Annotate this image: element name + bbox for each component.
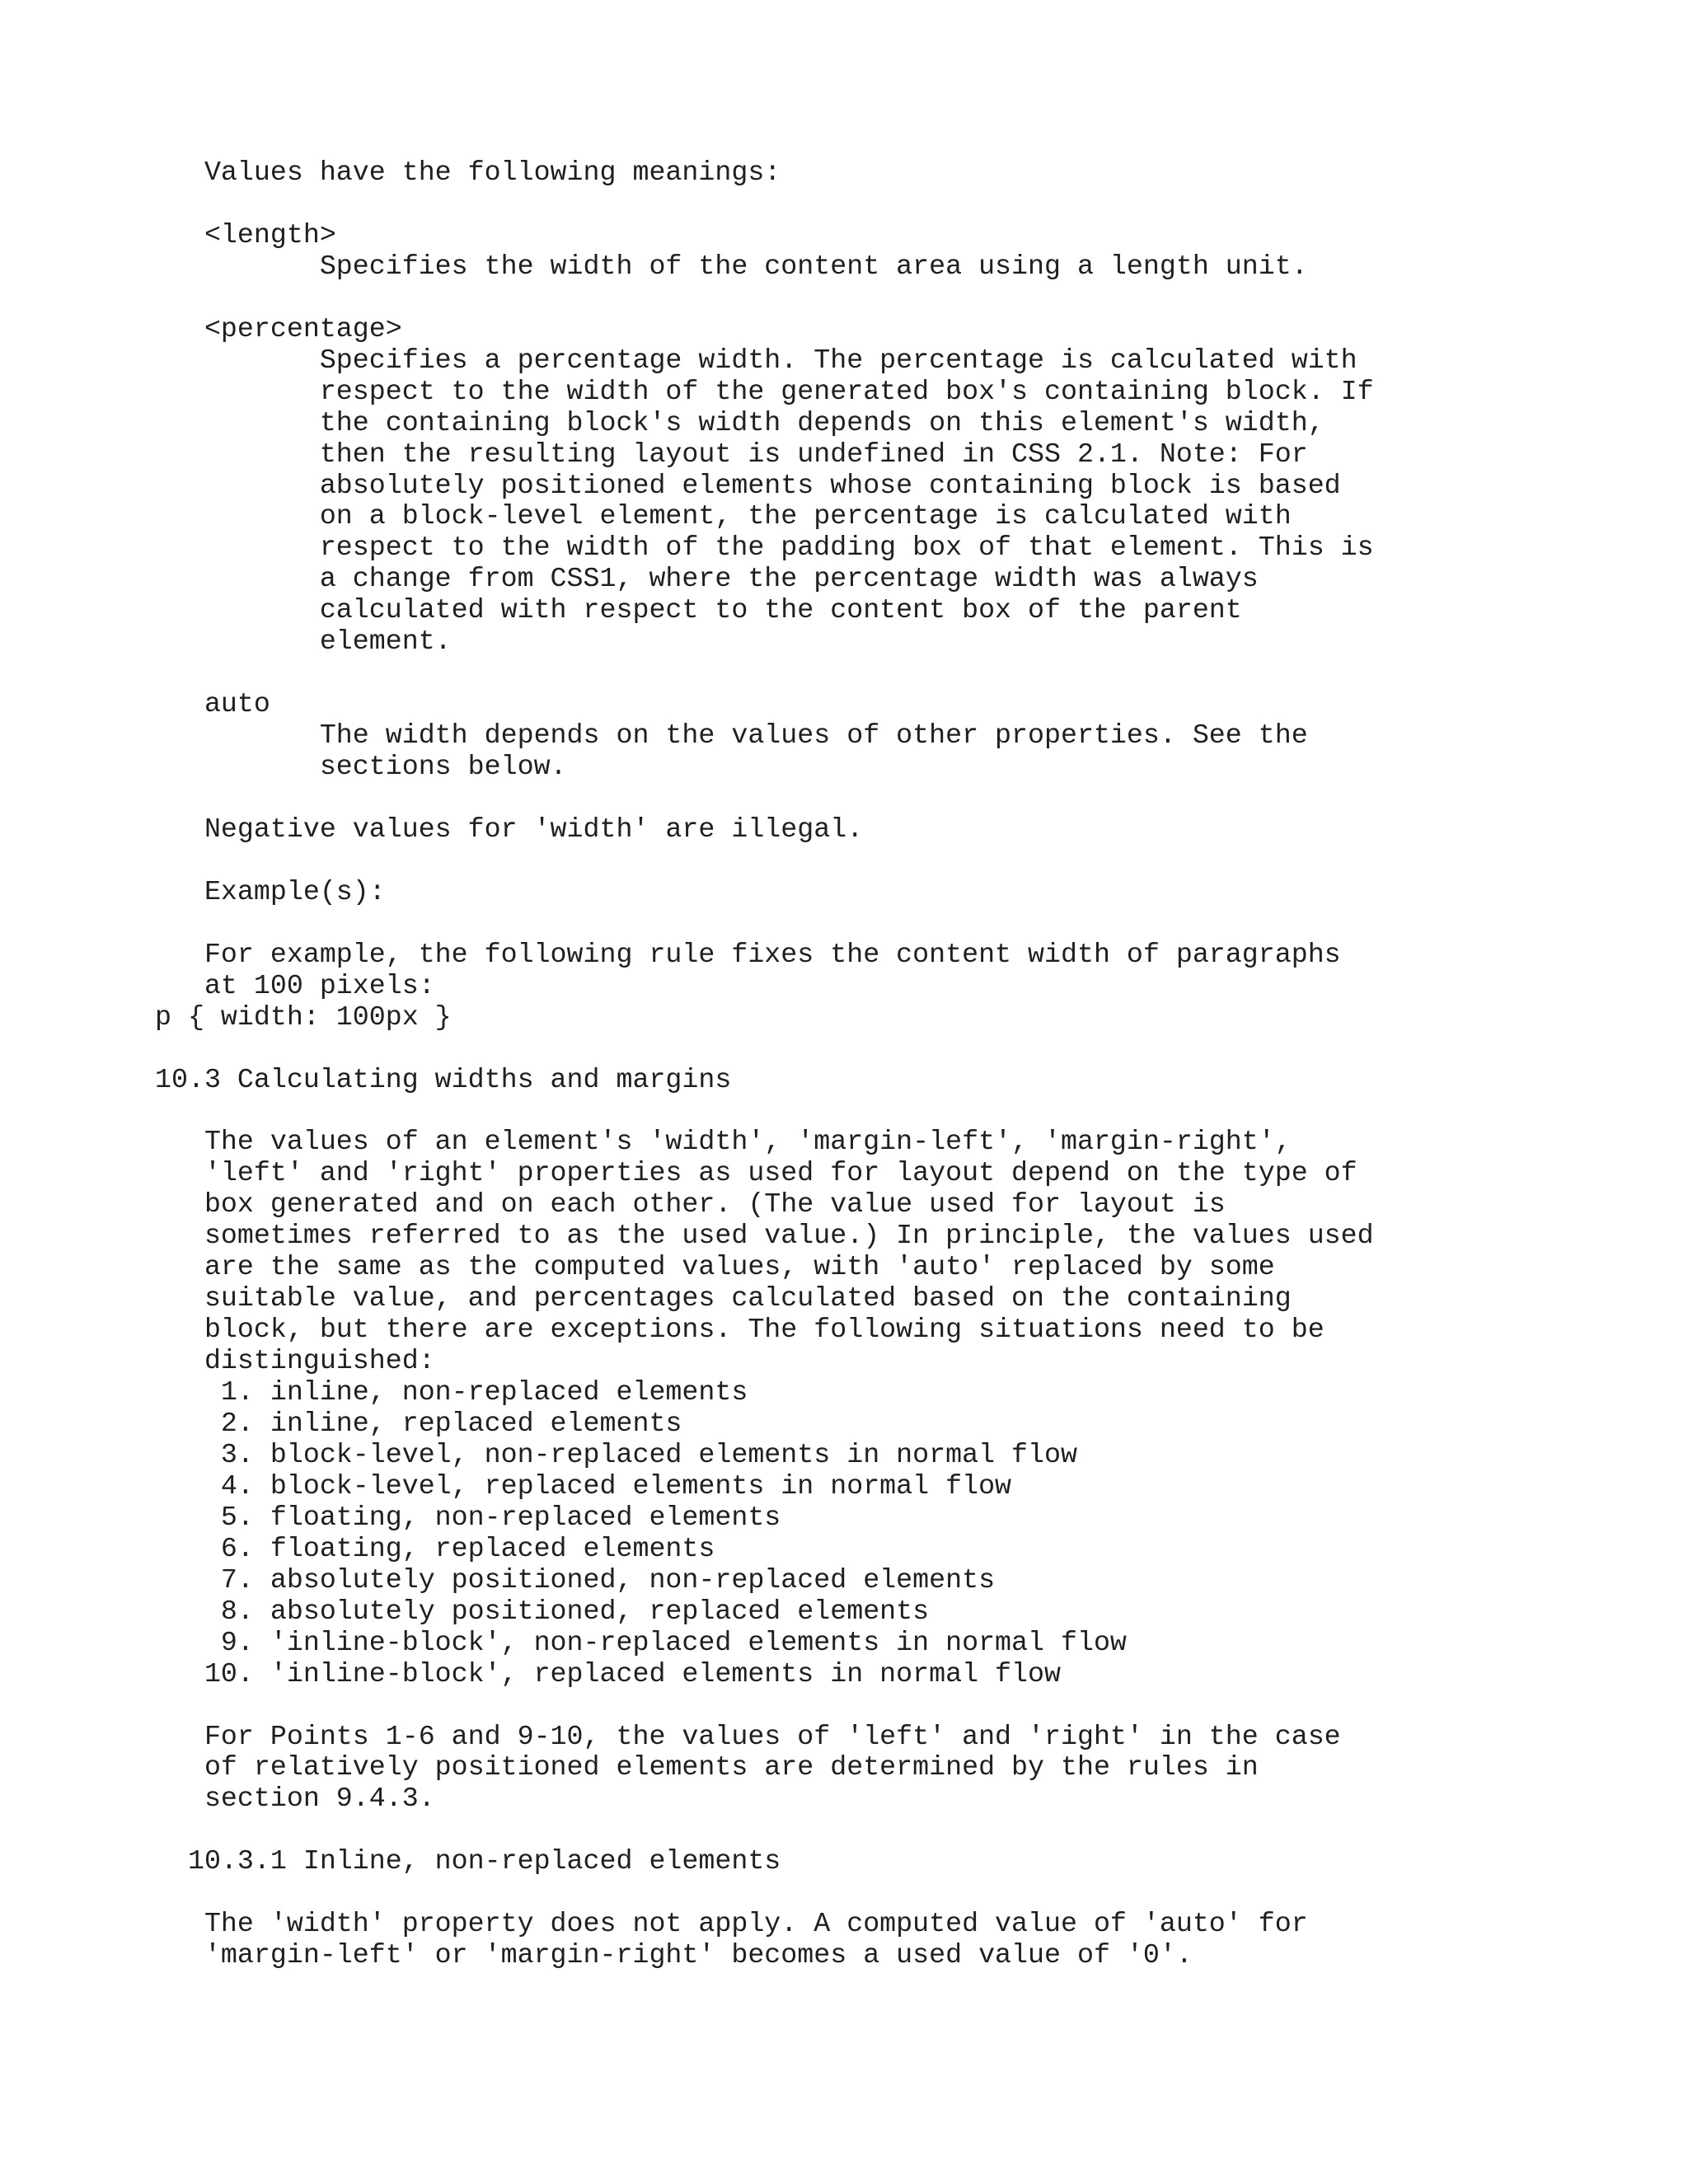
document-line: then the resulting layout is undefined in CSS 2.1. Note: For xyxy=(155,438,1308,470)
document-line: The values of an element's 'width', 'margin-left', 'margin-right', xyxy=(155,1126,1292,1158)
document-line: 10.3.1 Inline, non-replaced elements xyxy=(155,1845,781,1877)
document-line: 7. absolutely positioned, non-replaced elements xyxy=(155,1563,996,1596)
document-line: 8. absolutely positioned, replaced elements xyxy=(155,1595,930,1627)
document-line: box generated and on each other. (The value used for layout is xyxy=(155,1188,1226,1221)
document-line: For example, the following rule fixes the content width of paragraphs xyxy=(155,938,1341,970)
document-line: Negative values for 'width' are illegal. xyxy=(155,813,864,845)
document-line: Example(s): xyxy=(155,875,386,907)
document-line: 3. block-level, non-replaced elements in normal flow xyxy=(155,1438,1077,1470)
document-line: a change from CSS1, where the percentage width was always xyxy=(155,563,1259,595)
document-line: Specifies a percentage width. The percentage is calculated with xyxy=(155,344,1357,376)
document-line: are the same as the computed values, with 'auto' replaced by some xyxy=(155,1251,1275,1283)
document-line: The 'width' property does not apply. A computed value of 'auto' for xyxy=(155,1908,1308,1940)
document-line: p { width: 100px } xyxy=(155,1001,452,1033)
document-line: sections below. xyxy=(155,751,567,783)
document-line: suitable value, and percentages calculated based on the containing xyxy=(155,1282,1292,1315)
document-line: For Points 1-6 and 9-10, the values of 'left' and 'right' in the case xyxy=(155,1720,1341,1752)
document-line: of relatively positioned elements are determined by the rules in xyxy=(155,1751,1259,1783)
document-line: 9. 'inline-block', non-replaced elements in normal flow xyxy=(155,1626,1127,1658)
document-line: auto xyxy=(155,688,270,720)
document-line: 1. inline, non-replaced elements xyxy=(155,1376,748,1408)
document-line: on a block-level element, the percentage is calculated with xyxy=(155,500,1292,532)
document-line: The width depends on the values of other properties. See the xyxy=(155,719,1308,752)
document-line: 5. floating, non-replaced elements xyxy=(155,1501,781,1533)
document-line: Values have the following meanings: xyxy=(155,157,781,188)
document-line: Specifies the width of the content area using a length unit. xyxy=(155,250,1308,282)
document-line: <length> xyxy=(155,218,336,251)
document-line: distinguished: xyxy=(155,1345,435,1377)
document-line: section 9.4.3. xyxy=(155,1783,435,1815)
document-line: 4. block-level, replaced elements in normal flow xyxy=(155,1469,1012,1502)
document-line: 6. floating, replaced elements xyxy=(155,1532,715,1564)
document-line: respect to the width of the padding box of that element. This is xyxy=(155,532,1374,564)
document-line: calculated with respect to the content box of the parent xyxy=(155,594,1242,626)
document-line: respect to the width of the generated box's containing block. If xyxy=(155,375,1374,407)
document-line: 10.3 Calculating widths and margins xyxy=(155,1063,732,1095)
document-line: 'left' and 'right' properties as used for layout depend on the type of xyxy=(155,1157,1357,1189)
document-line: the containing block's width depends on this element's width, xyxy=(155,406,1325,438)
document-line: element. xyxy=(155,626,452,658)
document-line: 2. inline, replaced elements xyxy=(155,1408,682,1439)
document-line: <percentage> xyxy=(155,312,402,344)
document-line: block, but there are exceptions. The following situations need to be xyxy=(155,1314,1325,1346)
document-line: sometimes referred to as the used value.) In principle, the values used xyxy=(155,1220,1374,1252)
document-line: 'margin-left' or 'margin-right' becomes a used value of '0'. xyxy=(155,1939,1193,1971)
document-line: at 100 pixels: xyxy=(155,969,435,1001)
document-line: absolutely positioned elements whose containing block is based xyxy=(155,469,1341,501)
document-line: 10. 'inline-block', replaced elements in normal flow xyxy=(155,1657,1061,1690)
